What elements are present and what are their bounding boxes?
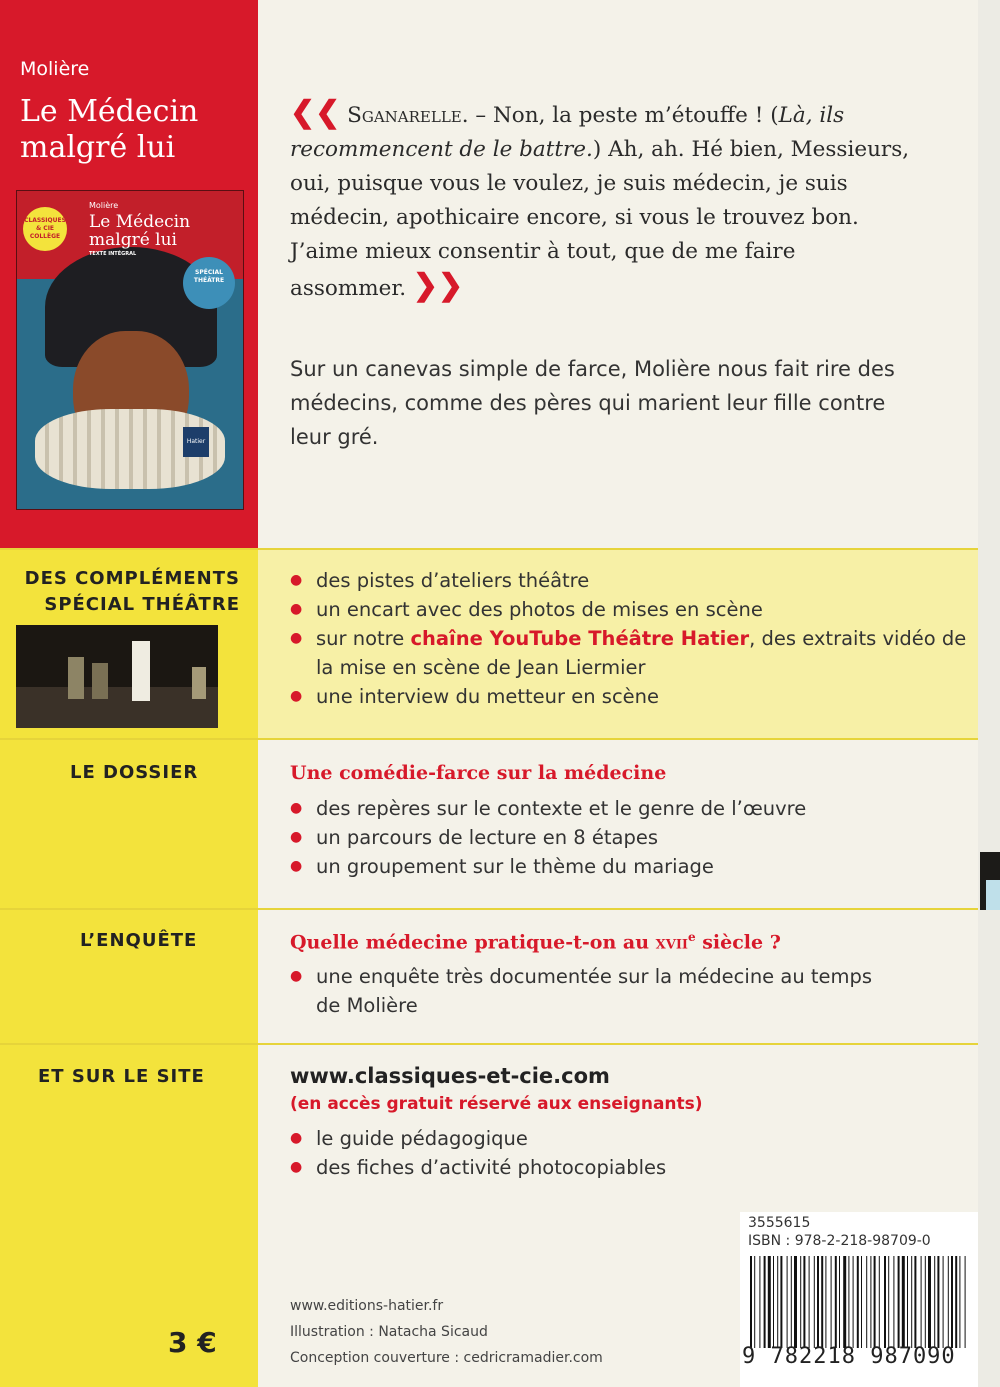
dossier-heading: Une comédie-farce sur la médecine: [290, 762, 667, 784]
enquete-heading: [290, 930, 781, 953]
cover-title: Le Médecin malgré lui: [89, 212, 191, 250]
heading-text: siècle ?: [695, 931, 781, 954]
list-item: [290, 624, 970, 682]
cover-thumbnail: [16, 190, 244, 510]
heading-text: Quelle médecine pratique-t-on au: [290, 931, 656, 954]
list-item-text: sur notre: [316, 627, 411, 650]
spine-edge: [978, 0, 1000, 1387]
complements-list: [290, 566, 970, 711]
list-item-text: , des extraits vidéo de la mise en scène de Jean Liermier: [316, 627, 967, 679]
publisher-website[interactable]: www.editions-hatier.fr: [290, 1298, 444, 1314]
close-quote-icon: ❯❯: [412, 268, 464, 303]
author-name: Molière: [20, 58, 90, 80]
section-label-enquete: L’ENQUÊTE: [80, 930, 198, 951]
cover-texte: TEXTE INTÉGRAL: [89, 251, 137, 257]
stage-photo: [16, 625, 218, 728]
list-item: ● des pistes d’ateliers théâtre: [290, 566, 970, 595]
illustration-credit: Illustration : Natacha Sicaud: [290, 1324, 488, 1340]
quote-text: – Non, la peste m’étouffe ! (: [468, 103, 779, 128]
divider: [0, 908, 980, 910]
quote-speaker: Sganarelle.: [347, 103, 469, 128]
list-item: ● un groupement sur le thème du mariage: [290, 852, 970, 881]
quote-block: [290, 96, 910, 306]
century-suffix: e: [687, 930, 696, 944]
quote-text: ) Ah, ah. Hé bien, Messieurs, oui, puisque vous le voulez, je suis médecin, je suis médecin, apothicaire encore, si vous le trouvez bon. J’aime mieux consentir à tout, que de me faire assommer.: [290, 137, 910, 301]
dossier-list: [290, 794, 970, 881]
special-badge: SPÉCIAL THÉÂTRE: [183, 257, 235, 309]
section-label-complements: DES COMPLÉMENTS SPÉCIAL THÉÂTRE: [24, 568, 240, 615]
price: 3 €: [168, 1326, 217, 1359]
youtube-channel-link[interactable]: chaîne YouTube Théâtre Hatier: [410, 627, 750, 650]
book-title: Le Médecin malgré lui: [20, 94, 199, 165]
product-code: 3555615: [748, 1215, 811, 1231]
actor-figure: [192, 667, 206, 699]
actor-figure: [132, 641, 150, 701]
barcode-digits: 9 782218 987090: [742, 1344, 956, 1369]
century-numeral: xvii: [655, 931, 688, 954]
actor-figure: [68, 657, 84, 699]
section-label-dossier: LE DOSSIER: [70, 762, 199, 783]
stage-floor: [16, 687, 218, 728]
divider: [0, 548, 980, 550]
list-item: ● une enquête très documentée sur la médecine au temps de Molière: [290, 962, 890, 1020]
list-item: ● le guide pédagogique: [290, 1124, 970, 1153]
enquete-list: [290, 962, 890, 1020]
isbn: ISBN : 978-2-218-98709-0: [748, 1233, 931, 1249]
summary-text: Sur un canevas simple de farce, Molière nous fait rire des médecins, comme des pères qui marient leur fille contre leur gré.: [290, 357, 895, 449]
site-access-note: (en accès gratuit réservé aux enseignants): [290, 1094, 703, 1114]
list-item: ● des fiches d’activité photocopiables: [290, 1153, 970, 1182]
collection-badge: CLASSIQUES & CIE COLLÈGE: [23, 207, 67, 251]
publisher-logo: Hatier: [183, 427, 209, 457]
divider: [0, 1043, 980, 1045]
list-item: ● un encart avec des photos de mises en scène: [290, 595, 970, 624]
barcode-bars: [746, 1256, 972, 1348]
design-credit: Conception couverture : cedricramadier.com: [290, 1350, 603, 1366]
site-list: [290, 1124, 970, 1182]
section-label-site: ET SUR LE SITE: [38, 1066, 205, 1087]
open-quote-icon: ❮❮: [290, 95, 341, 130]
divider: [0, 738, 980, 740]
stage-direction: Là, ils recommencent de le battre.: [290, 103, 845, 162]
actor-figure: [92, 663, 108, 699]
cover-author: Molière: [89, 201, 119, 210]
list-item: ● un parcours de lecture en 8 étapes: [290, 823, 970, 852]
list-item: ● une interview du metteur en scène: [290, 682, 970, 711]
spine-edge-mark: [986, 880, 1000, 910]
list-item: ● des repères sur le contexte et le genre de l’œuvre: [290, 794, 970, 823]
site-url-link[interactable]: www.classiques-et-cie.com: [290, 1064, 610, 1088]
